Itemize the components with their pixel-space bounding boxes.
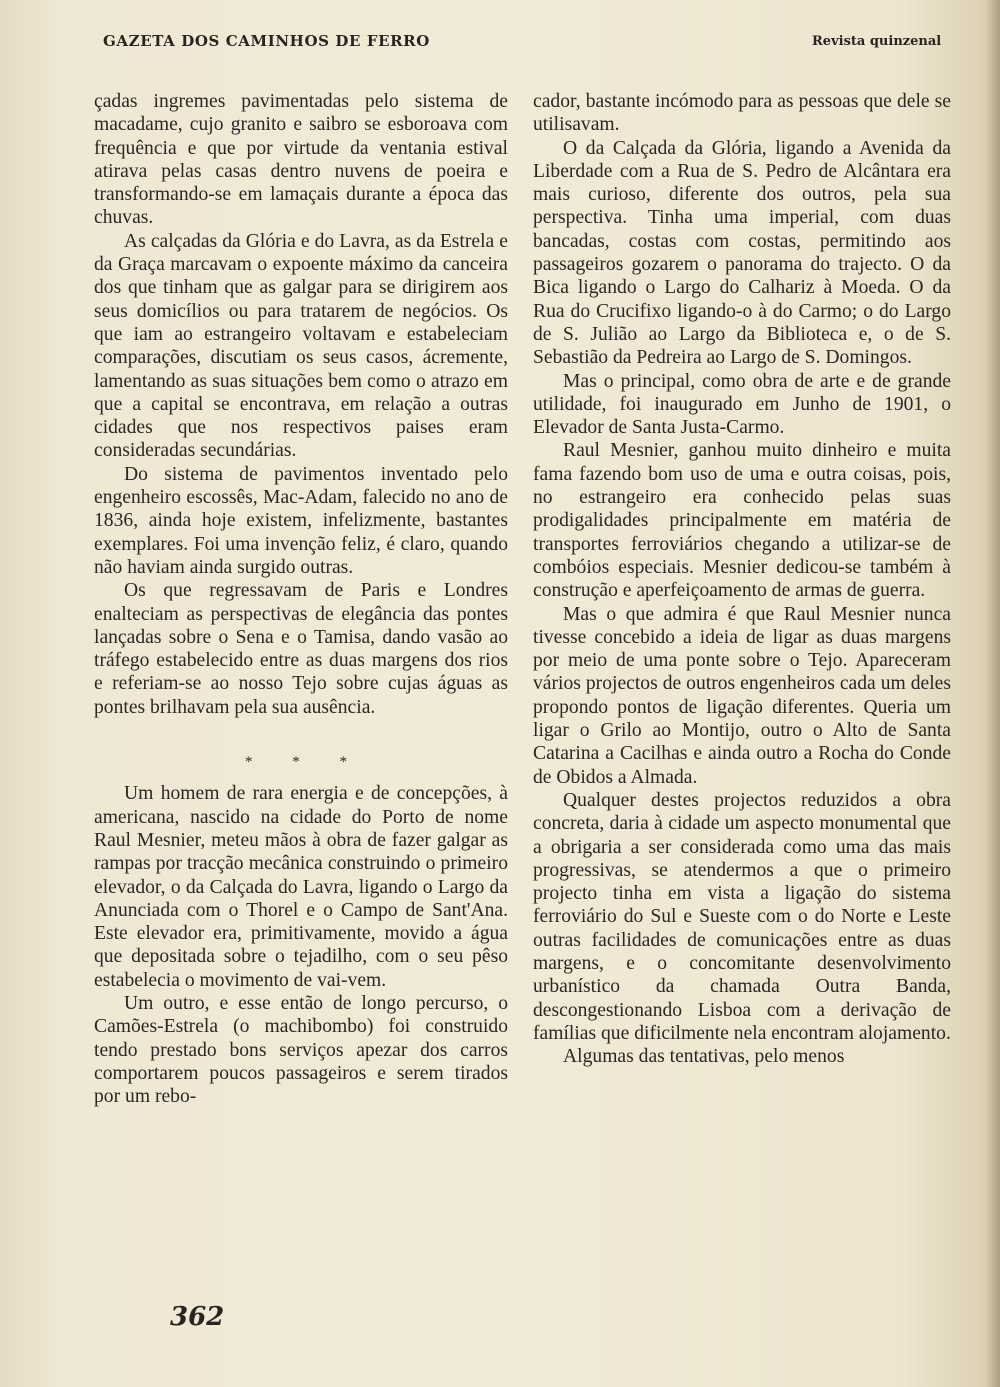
paragraph: Os que regressavam de Paris e Londres enalteciam as perspectivas de elegância das pontes lançadas sobre o Sena e o Tamisa, dando vasão ao tráfego estabelecido entre as duas margens dos rios e referiam-se ao nosso Tejo sobre cujas águas as pontes brilhavam pela sua ausência. [94, 580, 508, 718]
paragraph: Do sistema de pavimentos inventado pelo engenheiro escossês, Mac-Adam, falecido no ano de 1836, ainda hoje existem, infelizmente, bastantes exemplares. Foi uma invenção feliz, é claro, quando não haviam ainda surgido outras. [94, 463, 508, 578]
paragraph: Mas o principal, como obra de arte e de grande utilidade, foi inaugurado em Junho de 1901, o Elevador de Santa Justa-Carmo. [533, 370, 951, 439]
left-column [94, 90, 508, 1108]
page-edge-shadow [986, 0, 1000, 1387]
paragraph: Mas o que admira é que Raul Mesnier nunca tivesse concebido a ideia de ligar as duas margens por meio de uma ponte sobre o Tejo. Apareceram vários projectos de outros engenheiros cada um deles propondo pontos de ligação diferentes. Queria um ligar o Grilo ao Montijo, outro o Alto de Santa Catarina a Cacilhas e ainda outro a Rocha do Conde de Obidos a Almada. [533, 603, 951, 788]
paragraph: Um outro, e esse então de longo percurso, o Camões-Estrela (o machibombo) foi construido tendo prestado bons serviços apezar dos carros comportarem poucos passageiros e serem tirados por um rebo- [94, 992, 508, 1108]
section-separator: * * * [245, 754, 365, 771]
paragraph: Raul Mesnier, ganhou muito dinheiro e muita fama fazendo bom uso de uma e outra coisas, pois, no estrangeiro era conhecido pelas suas prodigalidades principalmente em matéria de transportes ferroviários chegando a utilizar-se de combóios especiais. Mesnier dedicou-se também à construção e aperfeiçoamento de armas de guerra. [533, 440, 951, 602]
paragraph: Um homem de rara energia e de concepções, à americana, nascido na cidade do Porto de nome Raul Mesnier, meteu mãos à obra de fazer galgar as rampas por tracção mecânica construindo o primeiro elevador, o da Calçada do Lavra, ligando o Largo da Anunciada com o Thorel e o Campo de Sant'Ana. Este elevador era, primitivamente, movido a água que depositada sobre o tejadilho, com o seu pêso estabelecia o movimento de vai-vem. [94, 783, 508, 991]
page-number: 362 [170, 1302, 225, 1332]
running-header-subtitle: Revista quinzenal [812, 34, 942, 49]
paragraph: Algumas das tentativas, pelo menos [563, 1046, 845, 1068]
paragraph: O da Calçada da Glória, ligando a Avenida da Liberdade com a Rua de S. Pedro de Alcântara era mais curioso, diferente dos outros, pela sua perspectiva. Tinha uma imperial, com duas bancadas, costas com costas, permitindo aos passageiros gozarem o panorama do trajecto. O da Bica ligando o Largo do Calhariz à Moeda. O da Rua do Crucifixo ligando-o à do Carmo; o do Largo de S. Julião ao Largo da Biblioteca e, o de S. Sebastião da Pedreira ao Largo de S. Domingos. [533, 137, 951, 369]
running-header-title: GAZETA DOS CAMINHOS DE FERRO [103, 32, 430, 50]
paragraph: As calçadas da Glória e do Lavra, as da Estrela e da Graça marcavam o expoente máximo da canceira dos que tinham que as galgar para se dirigirem aos seus domicílios ou para tratarem de negócios. Os que iam ao estrangeiro voltavam e estabeleciam comparações, discutiam os seus casos, ácremente, lamentando as suas situações bem como o atrazo em que a capital se encontrava, em relação a outras cidades que nos respectivos paises eram consideradas secundárias. [94, 230, 508, 462]
paragraph: çadas ingremes pavimentadas pelo sistema de macadame, cujo granito e saibro se esboroava com frequência e que por virtude da ventania estival atirava pelas casas dentro nuvens de poeira e transformando-se em lamaçais durante a época das chuvas. [94, 91, 508, 229]
paragraph: Qualquer destes projectos reduzidos a obra concreta, daria à cidade um aspecto monumental que a obrigaria a ser considerada como uma das mais progressivas, se atendermos a que o primeiro projecto tinha em vista a ligação do sistema ferroviário do Sul e Sueste com o do Norte e Leste outras facilidades de comunicações entre as duas margens, e o concomitante desenvolvimento urbanístico da chamada Outra Banda, descongestionando Lisboa com a derivação de famílias que dificilmente nela encontram alojamento. [533, 789, 951, 1044]
right-column [533, 90, 951, 1068]
paragraph: cador, bastante incómodo para as pessoas que dele se utilisavam. [533, 91, 951, 136]
